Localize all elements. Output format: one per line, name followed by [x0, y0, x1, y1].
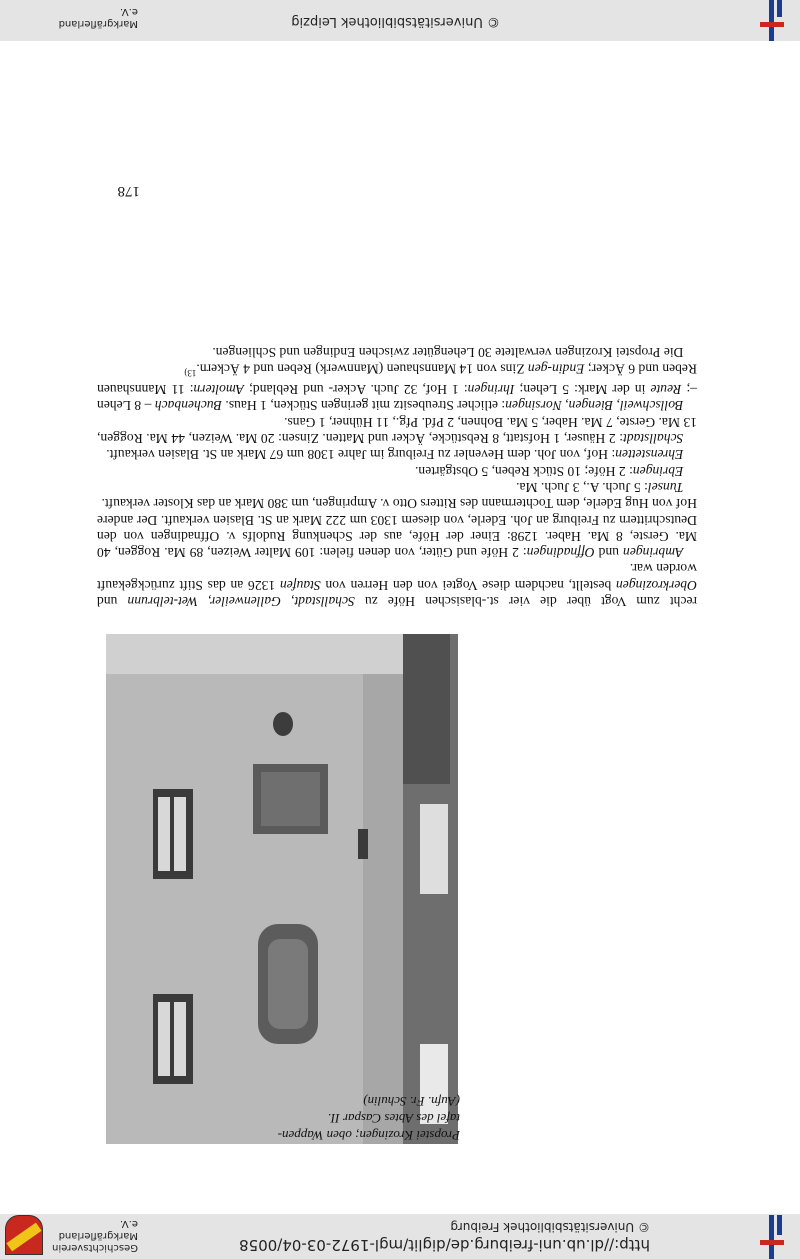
library-logo-icon	[758, 1215, 786, 1259]
page-number: 178	[117, 183, 140, 199]
page-url[interactable]: http://dl.ub.uni-freiburg.de/diglit/mgl-1972-03-04/0058	[239, 1236, 650, 1254]
library-notice: © Universitätsbibliothek Freiburg	[450, 1220, 650, 1234]
building-photo-drawing	[106, 634, 458, 1144]
paragraph: Ambringen und Offnadingen: 2 Höfe und Güter, von denen fielen: 109 Malter Weizen, 89 Ma. Roggen, 40 Ma. Gerste, 8 Ma. Haber. 1298: Einer der Höfe, aus der Schenkung Rudolfs v. Offnadingen von den Deutschrittern zu Freiburg an Joh. Ederle, von diesem 1303 um 222 Mark an St. Blasien verkauft. Der andere Hof von Hug Ederle, dem Tochtermann des Ritters Otto v. Ampringen, um 380 Mark an das Kloster verkauft.	[96, 496, 697, 561]
library-logo-icon	[758, 0, 786, 41]
footnote-ref: 13)	[184, 367, 197, 378]
paragraph: Bollschweil, Biengen, Norsingen: etlicher Streubesitz mit geringen Stücken, 1 Haus. Buchenbach – 8 Lehen –; Reute in der Mark: 5 Lehen; Ihringen: 1 Hof, 32 Juch. Acker- und Rebland; Amoltern: 11 Mannshauen Reben und 6 Äcker; Endin-gen Zins von 14 Mannshauen (Mannwerk) Reben und 4 Äckern.$^{13)}$	[97, 361, 697, 414]
paragraph: Die Propstei Krozingen verwaltete 30 Lehengüter zwischen Endingen und Schliengen.	[212, 345, 684, 361]
society-line-2: Markgräflerland e.V.	[58, 1218, 138, 1241]
coat-of-arms-icon	[5, 1215, 43, 1255]
viewer-footer-bar	[0, 0, 800, 41]
paragraph: Tunsel: 5 Juch. A., 3 Juch. Ma.	[516, 479, 684, 495]
photo-credit: (Aufn. Fr. Schulin)	[363, 1094, 460, 1109]
society-line-1: Geschichtsverein	[52, 1242, 138, 1253]
society-name	[48, 1217, 138, 1253]
figure-caption	[115, 1093, 460, 1144]
paragraph: Ebringen: 2 Höfe; 10 Stück Reben, 5 Obstgärten.	[414, 463, 684, 479]
building-photo	[106, 634, 458, 1144]
bottom-society: Markgräflerland e.V.	[58, 6, 138, 29]
caption-line-2: tafel des Abtes Caspar II.	[327, 1111, 460, 1126]
paragraph: Ehrenstetten: Hof, von Joh. dem Hevenler zu Freiburg im Jahre 1308 um 67 Mark an St. Blasien verkauft.	[106, 447, 684, 463]
paragraph: recht zum Vogt über die vier st.-blasischen Höfe zu Schallstadt, Gallenweiler, Wet-telbrunn und Oberkrozingen bestellt, nachdem diese Vogtei von den Herren von Staufen 1326 an das Stift zurückgekauft worden war.	[96, 561, 697, 609]
body-text	[97, 344, 697, 609]
caption-line-1: Propstei Krozingen; oben Wappen-	[277, 1128, 460, 1143]
paragraph: Schallstadt: 2 Häuser, 1 Hofstatt, 8 Rebstücke, Äcker und Matten. Zinsen: 20 Ma. Weizen, 44 Ma. Roggen, 13 Ma. Gerste, 7 Ma. Haber, 5 Ma. Bohnen, 2 Pfd. Pfg., 11 Hühner, 1 Gans.	[97, 414, 697, 447]
viewer-header-bar	[0, 1214, 800, 1259]
bottom-notice: © Universitätsbibliothek Leipzig	[291, 14, 500, 29]
